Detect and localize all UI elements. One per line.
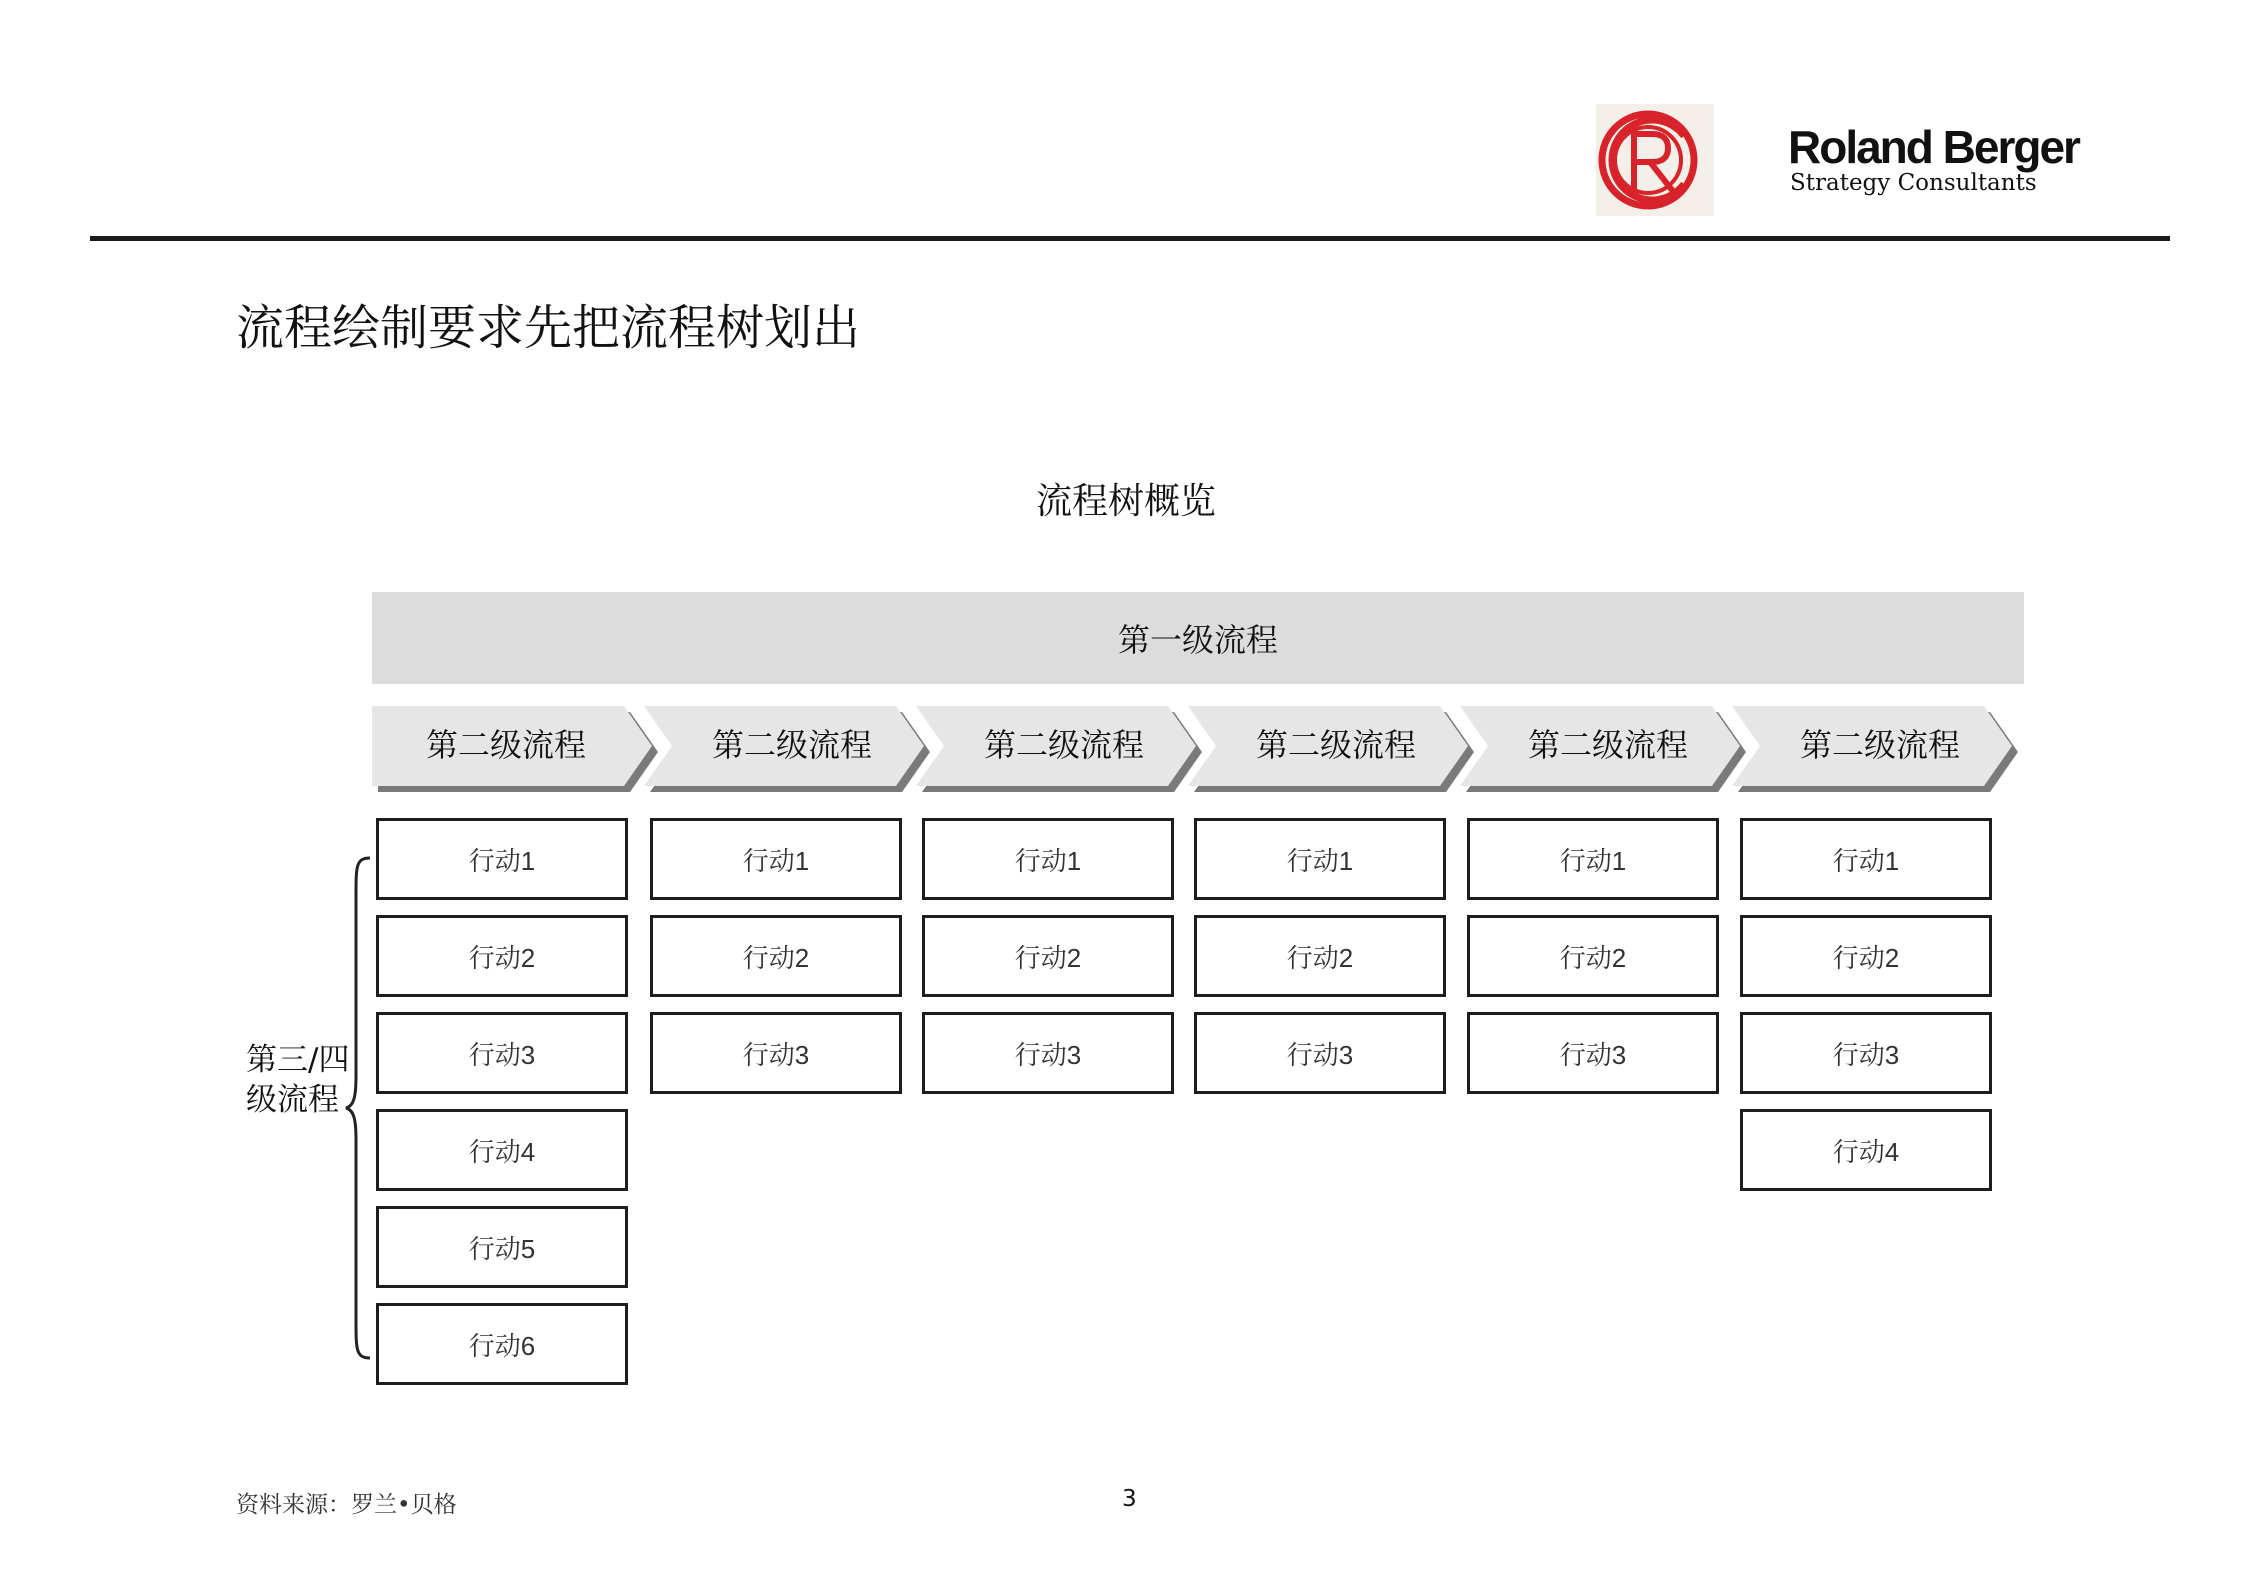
action-label: 行动1 <box>1014 845 1082 876</box>
action-label: 行动3 <box>468 1039 536 1070</box>
action-box <box>1467 1012 1719 1094</box>
action-box <box>650 1012 902 1094</box>
action-box <box>1194 915 1446 997</box>
action-label: 行动1 <box>742 845 810 876</box>
level2-chevron-shapes <box>372 706 2044 796</box>
action-box <box>1194 1012 1446 1094</box>
level34-process-label: 第三/四级流程 <box>246 1042 350 1118</box>
action-label: 行动4 <box>468 1136 536 1167</box>
brand-subtitle: Strategy Consultants <box>1790 170 2037 196</box>
action-label: 行动1 <box>1832 845 1900 876</box>
action-box <box>922 1012 1174 1094</box>
action-box <box>1194 818 1446 900</box>
action-label: 行动1 <box>1559 845 1627 876</box>
action-box <box>1740 915 1992 997</box>
action-label: 行动2 <box>742 942 810 973</box>
action-box <box>922 818 1174 900</box>
diagram-title: 流程树概览 <box>1035 481 1216 522</box>
header-rule <box>90 236 2170 241</box>
level2-process-label: 第二级流程 <box>983 726 1145 764</box>
action-box <box>376 1012 628 1094</box>
action-label: 行动2 <box>1832 942 1900 973</box>
action-label: 行动2 <box>1286 942 1354 973</box>
action-box <box>376 818 628 900</box>
action-label: 行动4 <box>1832 1136 1900 1167</box>
level2-process-label: 第二级流程 <box>1799 726 1961 764</box>
action-box <box>376 915 628 997</box>
action-label: 行动1 <box>1286 845 1354 876</box>
level2-process-label: 第二级流程 <box>711 726 873 764</box>
roland-berger-logo-icon <box>1596 104 1714 216</box>
action-label: 行动3 <box>742 1039 810 1070</box>
page-number: 3 <box>1122 1486 1137 1512</box>
page-title: 流程绘制要求先把流程树划出 <box>236 300 861 356</box>
action-label: 行动6 <box>468 1330 536 1361</box>
action-box <box>1740 1012 1992 1094</box>
action-box <box>1467 818 1719 900</box>
brand-name: Roland Berger <box>1788 121 2079 173</box>
level2-process-label: 第二级流程 <box>425 726 587 764</box>
action-label: 行动5 <box>468 1233 536 1264</box>
action-label: 行动3 <box>1286 1039 1354 1070</box>
level1-process-label: 第一级流程 <box>1117 621 1278 659</box>
footer-source: 资料来源：罗兰•贝格 <box>236 1492 457 1518</box>
action-box <box>1467 915 1719 997</box>
action-box <box>376 1109 628 1191</box>
action-box <box>376 1206 628 1288</box>
action-label: 行动2 <box>1559 942 1627 973</box>
action-box <box>922 915 1174 997</box>
action-label: 行动1 <box>468 845 536 876</box>
action-box <box>1740 1109 1992 1191</box>
level2-process-label: 第二级流程 <box>1255 726 1417 764</box>
action-label: 行动3 <box>1014 1039 1082 1070</box>
action-box <box>1740 818 1992 900</box>
action-label: 行动2 <box>468 942 536 973</box>
action-label: 行动2 <box>1014 942 1082 973</box>
level2-process-label: 第二级流程 <box>1527 726 1689 764</box>
action-box <box>650 915 902 997</box>
action-label: 行动3 <box>1559 1039 1627 1070</box>
level1-process-bar <box>372 592 2024 684</box>
action-box <box>650 818 902 900</box>
action-label: 行动3 <box>1832 1039 1900 1070</box>
action-box <box>376 1303 628 1385</box>
